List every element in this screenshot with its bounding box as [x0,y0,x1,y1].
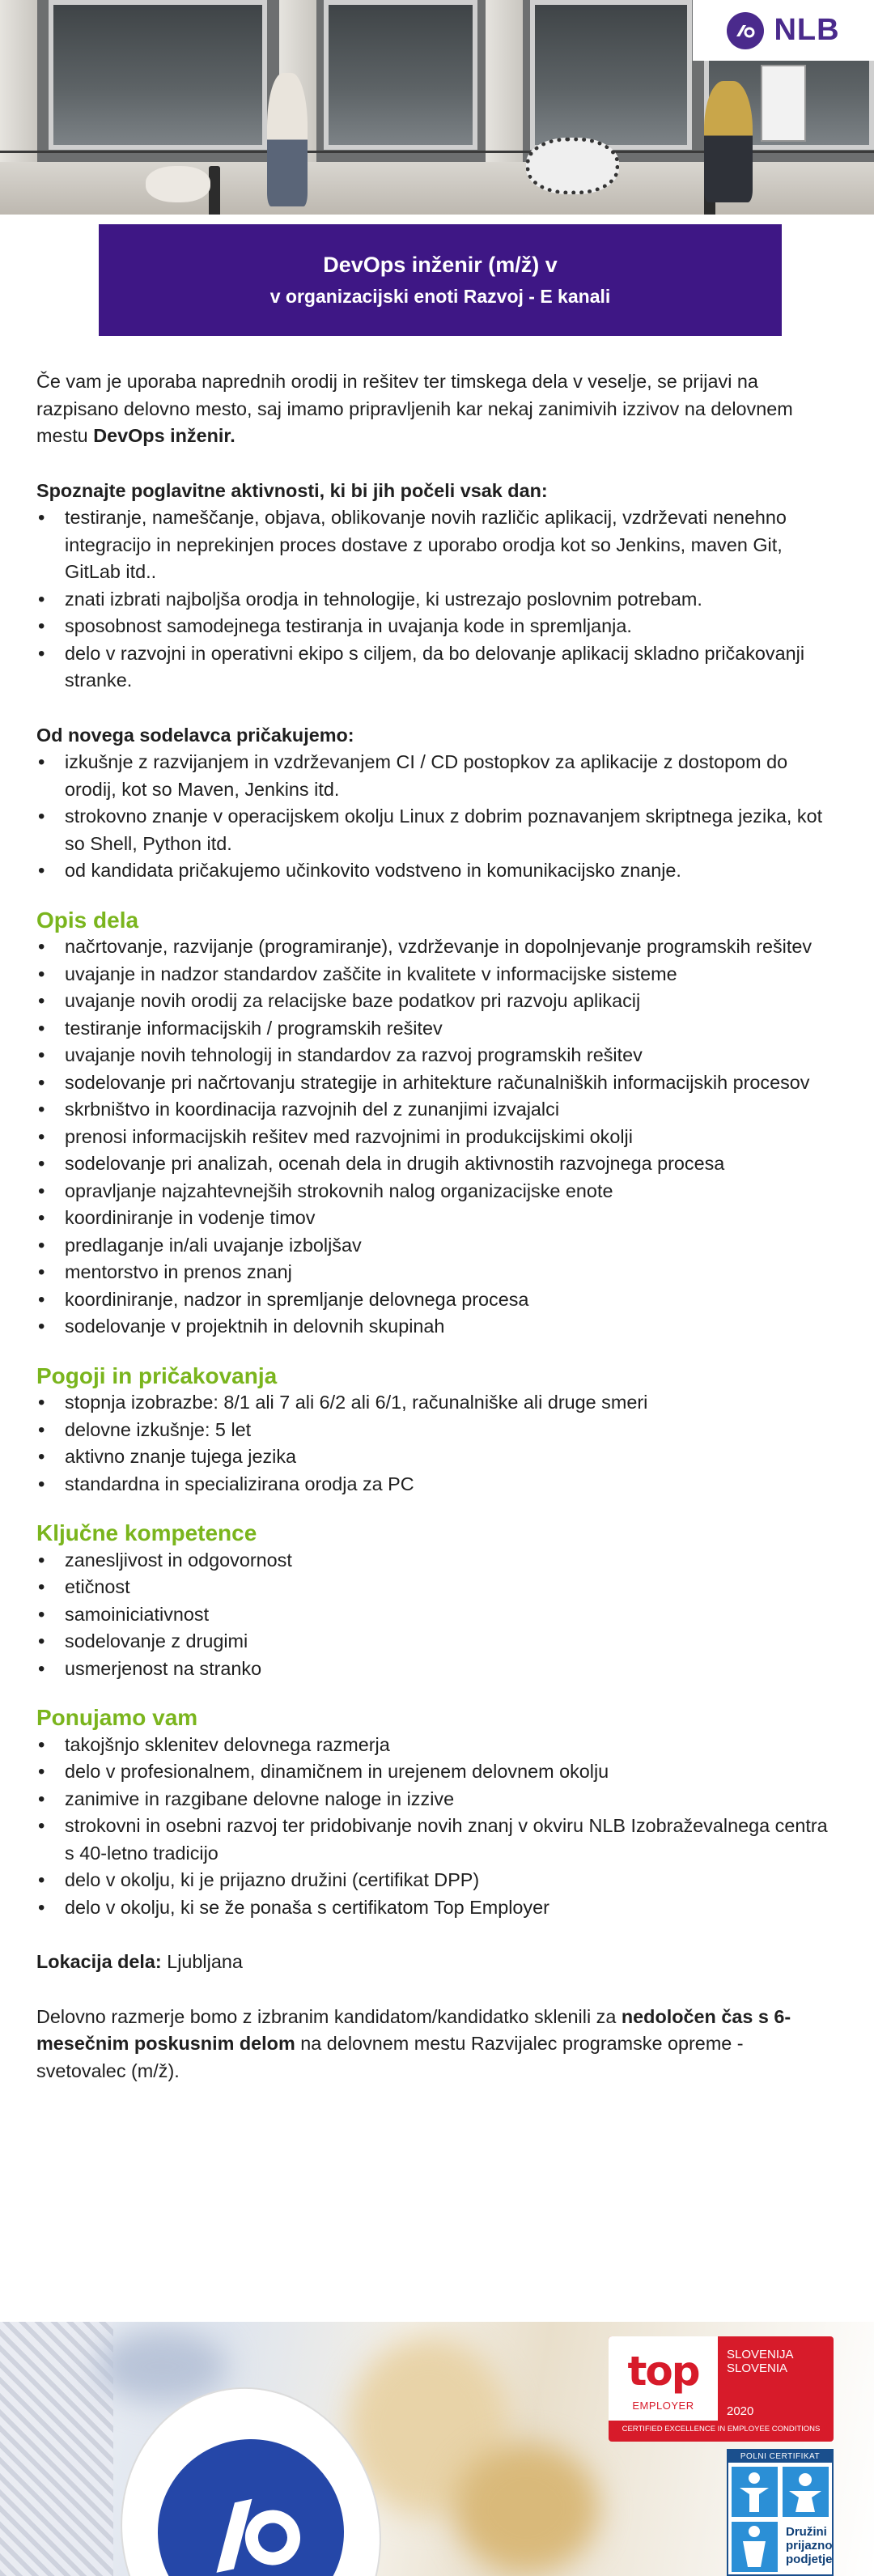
job-subtitle: v organizacijski enoti Razvoj - E kanali [269,286,611,307]
dpp-parent-icon [732,2522,778,2572]
top-employer-cert-line: CERTIFIED EXCELLENCE IN EMPLOYEE CONDITIONS [622,2425,821,2434]
list-item: • opravljanje najzahtevnejših strokovnih nalog organizacijske enote [36,1178,838,1205]
top-employer-label: EMPLOYER [632,2400,694,2412]
expectations-heading: Od novega sodelavca pričakujemo: [36,724,354,746]
pogoji-list [36,1389,838,1498]
section-title-opis: Opis dela [36,907,139,933]
list-item: • aktivno znanje tujega jezika [36,1443,838,1471]
kompetence-list [36,1547,838,1683]
dog-white [146,166,210,202]
list-item: • uvajanje novih orodij za relacijske baze podatkov pri razvoju aplikacij [36,988,838,1015]
nlb-logo [693,0,874,61]
nlb-logo-text: NLB [774,13,840,47]
expectations-list [36,749,838,885]
nlb-logo-icon [727,12,764,49]
list-item: • sodelovanje pri analizah, ocenah dela in drugih aktivnostih razvojnega procesa [36,1150,838,1178]
nlb-mark-icon [733,19,757,43]
bank-window [49,0,267,150]
top-employer-logo-text: top [627,2348,699,2395]
list-item: • delo v razvojni in operativni ekipo s ciljem, da bo delovanje aplikacij skladno pričakovanji stranke. [36,640,838,695]
dpp-header: POLNI CERTIFIKAT [728,2451,832,2463]
bank-door [530,0,692,150]
section-title-pogoji: Pogoji in pričakovanja [36,1362,278,1388]
location-label: Lokacija dela: [36,1951,162,1972]
section-title-ponujamo: Ponujamo vam [36,1705,198,1730]
top-employer-country: SLOVENIJA SLOVENIA [727,2348,794,2375]
list-item: • takojšnjo sklenitev delovnega razmerja [36,1732,838,1759]
list-item: • usmerjenost na stranko [36,1656,838,1683]
list-item: • uvajanje in nadzor standardov zaščite in kvalitete v informacijske sisteme [36,961,838,988]
list-item: • samoiniciativnost [36,1601,838,1629]
list-item: • strokovno znanje v operacijskem okolju Linux z dobrim poznavanjem skriptnega jezika, kot so Shell, Python itd. [36,803,838,857]
intro-text: Če vam je uporaba naprednih orodij in rešitev ter timskega dela v veselje, se prijavi na razpisano delovno mesto, saj imamo pripravljenih kar nekaj zanimivih izzivov na delovnem mestu [36,371,793,446]
dpp-family-icon [732,2467,778,2517]
job-title-banner [99,224,782,336]
list-item: • sodelovanje v projektnih in delovnih skupinah [36,1313,838,1341]
person-running [704,81,753,202]
list-item: • strokovni in osebni razvoj ter pridobivanje novih znanj v okviru NLB Izobraževalnega centra s 40-letno tradicijo [36,1813,838,1867]
person-walking [267,73,308,206]
list-item: • zanimive in razgibane delovne naloge in izzive [36,1786,838,1813]
location-value: Ljubljana [161,1951,243,1972]
list-item: • sposobnost samodejnega testiranja in uvajanja kode in spremljanja. [36,613,838,640]
dpp-label: Družini prijazno podjetje [786,2525,833,2566]
list-item: • delo v okolju, ki je prijazno družini (certifikat DPP) [36,1867,838,1894]
list-item: • mentorstvo in prenos znanj [36,1259,838,1286]
closing-paragraph: Delovno razmerje bomo z izbranim kandidatom/kandidatko sklenili za nedoločen čas s 6-mesečnim poskusnim delom na delovnem mestu Razvijalec programske opreme - svetovalec (m/ž). [36,2005,791,2081]
dpp-child-icon [783,2467,829,2517]
dpp-certificate-badge [727,2449,834,2576]
list-item: • uvajanje novih tehnologij in standardov za razvoj programskih rešitev [36,1042,838,1069]
list-item: • testiranje informacijskih / programskih rešitev [36,1015,838,1043]
top-employer-badge [609,2336,834,2442]
opis-list [36,933,838,1341]
list-item: • sodelovanje pri načrtovanju strategije in arhitekture računalniških informacijskih procesov [36,1069,838,1097]
activities-list [36,504,838,695]
intro-job-name: DevOps inženir. [93,425,235,446]
list-item: • testiranje, nameščanje, objava, oblikovanje novih različic aplikacij, vzdrževati nenehno integracijo in neprekinjen proces dostave z uporabo orodja kot so Jenkins, maven Git, GitLab itd.. [36,504,838,586]
list-item: • stopnja izobrazbe: 8/1 ali 7 ali 6/2 ali 6/1, računalniške ali druge smeri [36,1389,838,1417]
list-item: • delo v okolju, ki se že ponaša s certifikatom Top Employer [36,1894,838,1922]
blur-flowers [453,2443,599,2573]
location-line [36,1949,838,1976]
list-item: • zanesljivost in odgovornost [36,1547,838,1575]
job-title: DevOps inženir (m/ž) v [323,253,558,277]
list-item: • izkušnje z razvijanjem in vzdrževanjem CI / CD postopkov za aplikacije z dostopom do orodij, kot so Maven, Jenkins itd. [36,749,838,803]
list-item: • koordiniranje in vodenje timov [36,1205,838,1232]
list-item: • standardna in specializirana orodja za PC [36,1471,838,1498]
list-item: • skrbništvo in koordinacija razvojnih del z zunanjimi izvajalci [36,1096,838,1124]
list-item: • načrtovanje, razvijanje (programiranje), vzdrževanje in dopolnjevanje programskih rešitev [36,933,838,961]
list-item: • delo v profesionalnem, dinamičnem in urejenem delovnem okolju [36,1758,838,1786]
bollard [209,166,220,215]
list-item: • koordiniranje, nadzor in spremljanje delovnega procesa [36,1286,838,1314]
pillar [0,0,37,166]
dog-dalmatian [526,138,619,194]
decorative-ribbon [0,2322,113,2576]
list-item: • etičnost [36,1574,838,1601]
top-employer-year: 2020 [727,2404,754,2418]
intro-paragraph [36,368,838,450]
list-item: • sodelovanje z drugimi [36,1628,838,1656]
job-description [36,368,838,2085]
list-item: • delovne izkušnje: 5 let [36,1417,838,1444]
list-item: • predlaganje in/ali uvajanje izboljšav [36,1232,838,1260]
activities-heading: Spoznajte poglavitne aktivnosti, ki bi jih počeli vsak dan: [36,479,548,501]
nlb-mark-large-icon [184,2465,318,2576]
ponujamo-list [36,1732,838,1922]
section-title-kompetence: Ključne kompetence [36,1520,257,1545]
blur-background [97,2330,227,2403]
dpp-grid [732,2467,833,2572]
list-item: • znati izbrati najboljša orodja in tehnologije, ki ustrezajo poslovnim potrebam. [36,586,838,614]
bank-window [324,0,477,150]
list-item: • od kandidata pričakujemo učinkovito vodstveno in komunikacijsko znanje. [36,857,838,885]
list-item: • prenosi informacijskih rešitev med razvojnimi in produkcijskimi okolji [36,1124,838,1151]
poster [761,65,806,142]
pillar [486,0,523,166]
contract-type: nedoločen čas s 6-mesečnim poskusnim delom [36,2005,791,2054]
